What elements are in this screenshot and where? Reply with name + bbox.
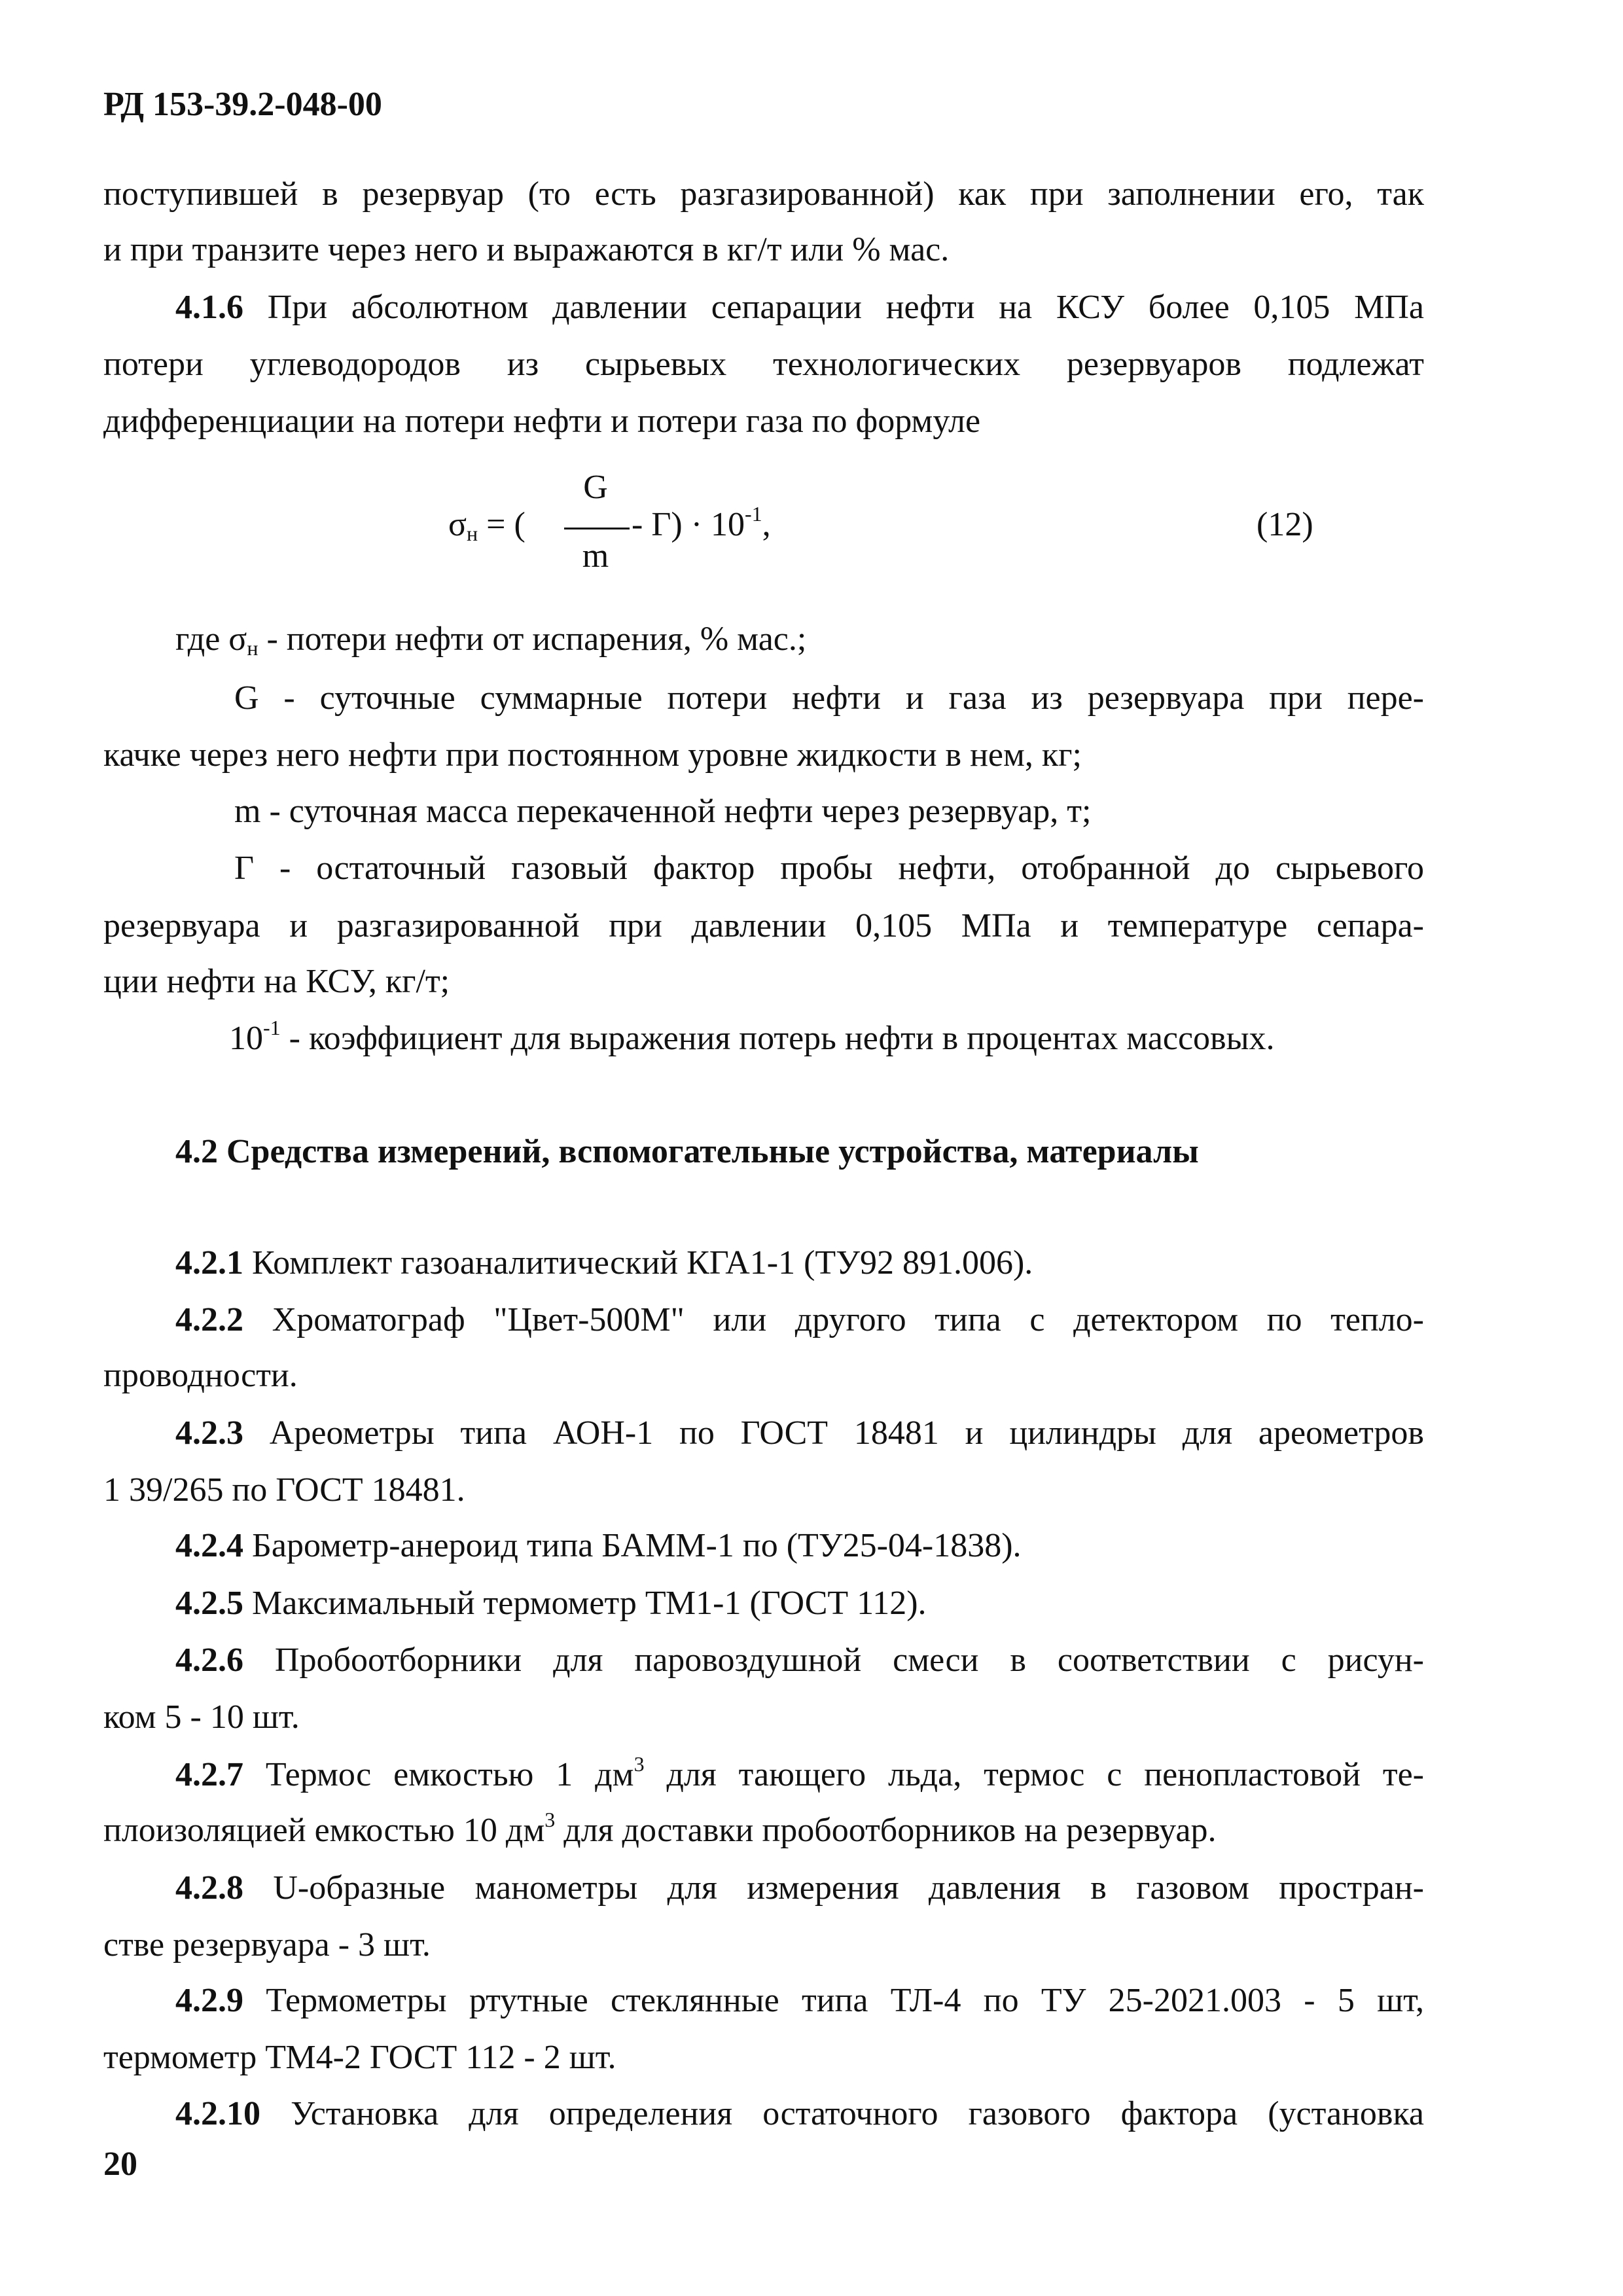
section-heading-4-2: 4.2 Средства измерений, вспомогательные устройства, материалы bbox=[175, 1133, 1199, 1170]
item-4-2-2-line-1: 4.2.2 Хроматограф "Цвет-500М" или другого типа с детектором по тепло- bbox=[175, 1301, 1424, 1338]
item-4-2-4: 4.2.4 Барометр-анероид типа БАММ-1 по (ТУ25-04-1838). bbox=[175, 1527, 1022, 1564]
item-4-2-7-line-1: 4.2.7 Термос емкостью 1 $дм^3$ для тающего льда, термос с пенопластовой те- bbox=[175, 1752, 1424, 1793]
item-4-2-1: 4.2.1 Комплект газоаналитический КГА1-1 (ТУ92 891.006). bbox=[175, 1244, 1033, 1282]
item-4-2-10-line-1: 4.2.10 Установка для определения остаточного газового фактора (установка bbox=[175, 2095, 1424, 2132]
item-4-2-7-line-2: плоизоляцией емкостью 10 $дм^3$ для доставки пробоотборников на резервуар. bbox=[103, 1808, 1217, 1849]
intro-line-2: и при транзите через него и выражаются в кг/т или % мас. bbox=[103, 231, 950, 268]
item-4-2-8-line-1: 4.2.8 U-образные манометры для измерения давления в газовом простран- bbox=[175, 1869, 1424, 1907]
definition-gamma-line-1: Г - остаточный газовый фактор пробы нефти, отобранной до сырьевого bbox=[234, 850, 1424, 887]
paragraph-4-1-6-line-1: 4.1.6 При абсолютном давлении сепарации нефти на КСУ более 0,105 МПа bbox=[175, 289, 1424, 326]
item-4-2-5: 4.2.5 Максимальный термометр ТМ1-1 (ГОСТ 112). bbox=[175, 1585, 927, 1622]
item-4-2-8-line-2: стве резервуара - 3 шт. bbox=[103, 1926, 431, 1964]
definition-m: m - суточная масса перекаченной нефти через резервуар, т; bbox=[234, 793, 1092, 830]
item-4-2-3-line-2: 1 39/265 по ГОСТ 18481. bbox=[103, 1471, 465, 1509]
definition-g-line-1: G - суточные суммарные потери нефти и газа из резервуара при пере- bbox=[234, 679, 1424, 717]
formula-number: (12) bbox=[1257, 506, 1313, 543]
paragraph-4-1-6-line-3: дифференциации на потери нефти и потери газа по формуле bbox=[103, 403, 981, 440]
definition-coefficient: $10^{-1}$ - коэффициент для выражения потерь нефти в процентах массовых. bbox=[229, 1016, 1275, 1057]
definition-g-line-2: качке через него нефти при постоянном уровне жидкости в нем, кг; bbox=[103, 736, 1082, 774]
item-4-2-3-line-1: 4.2.3 Ареометры типа АОН-1 по ГОСТ 18481 и цилиндры для ареометров bbox=[175, 1414, 1424, 1452]
item-4-2-6-line-2: ком 5 - 10 шт. bbox=[103, 1698, 300, 1736]
item-4-2-6-line-1: 4.2.6 Пробоотборники для паровоздушной смеси в соответствии с рисун- bbox=[175, 1641, 1424, 1679]
definition-sigma: где $\sigma_н$ - потери нефти от испарения, % мас.; bbox=[175, 620, 807, 660]
item-4-2-9-line-2: термометр ТМ4-2 ГОСТ 112 - 2 шт. bbox=[103, 2039, 616, 2076]
formula-left-side: $\sigma_н$ = ( bbox=[448, 506, 526, 545]
document-code: РД 153-39.2-048-00 bbox=[103, 86, 382, 123]
fraction-bar bbox=[564, 528, 630, 529]
item-4-2-2-line-2: проводности. bbox=[103, 1357, 298, 1394]
clause-number: 4.1.6 bbox=[175, 289, 243, 326]
definition-gamma-line-3: ции нефти на КСУ, кг/т; bbox=[103, 963, 450, 1000]
item-4-2-9-line-1: 4.2.9 Термометры ртутные стеклянные типа ТЛ-4 по ТУ 25-2021.003 - 5 шт, bbox=[175, 1982, 1424, 2019]
paragraph-4-1-6-line-2: потери углеводородов из сырьевых технологических резервуаров подлежат bbox=[103, 346, 1424, 383]
page-number: 20 bbox=[103, 2145, 137, 2183]
definition-gamma-line-2: резервуара и разгазированной при давлении 0,105 МПа и температуре сепара- bbox=[103, 907, 1424, 944]
intro-line-1: поступившей в резервуар (то есть разгазированной) как при заполнении его, так bbox=[103, 175, 1424, 213]
formula-numerator: G bbox=[583, 469, 608, 506]
formula-denominator: m bbox=[582, 537, 609, 575]
formula-right-side: - $Г) \cdot 10^{-1}$, bbox=[632, 502, 771, 543]
